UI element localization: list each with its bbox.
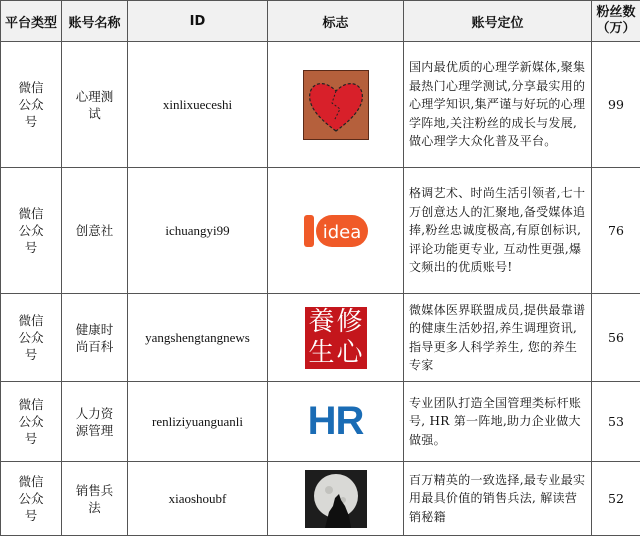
fans-cell: 52 bbox=[592, 462, 640, 536]
header-positioning: 账号定位 bbox=[404, 1, 592, 42]
header-logo: 标志 bbox=[268, 1, 404, 42]
platform-cell: 微信 公众 号 bbox=[1, 462, 62, 536]
account-name-cell: 销售兵 法 bbox=[62, 462, 128, 536]
logo-cell bbox=[268, 42, 404, 168]
account-name-cell: 心理测 试 bbox=[62, 42, 128, 168]
header-fans: 粉丝数 （万） bbox=[592, 1, 640, 42]
header-name: 账号名称 bbox=[62, 1, 128, 42]
header-platform: 平台类型 bbox=[1, 1, 62, 42]
account-name-cell: 人力资 源管理 bbox=[62, 382, 128, 462]
table-row bbox=[1, 168, 640, 294]
fans-cell: 56 bbox=[592, 294, 640, 382]
positioning-cell: 国内最优质的心理学新媒体,聚集最热门心理学测试,分享最实用的心理学知识,集严谨与好玩的心理学阵地,关注粉丝的成长与发展,做心理学大众化普及平台。 bbox=[404, 42, 592, 168]
account-id-cell: ichuangyi99 bbox=[128, 168, 268, 294]
header-id: ID bbox=[128, 1, 268, 42]
platform-cell: 微信 公众 号 bbox=[1, 168, 62, 294]
red-heart-logo-icon bbox=[303, 70, 369, 140]
table-row bbox=[1, 382, 640, 462]
positioning-cell: 专业团队打造全国管理类标杆账号, HR 第一阵地,助力企业做大做强。 bbox=[404, 382, 592, 462]
account-id-cell: xinlixueceshi bbox=[128, 42, 268, 168]
account-name-cell: 健康时 尚百科 bbox=[62, 294, 128, 382]
logo-char: 心 bbox=[336, 339, 364, 367]
positioning-cell: 微媒体医界联盟成员,提供最靠谱的健康生活妙招,养生调理资讯,指导更多人科学养生, 您的养生专家 bbox=[404, 294, 592, 382]
logo-cell bbox=[268, 382, 404, 462]
table-row bbox=[1, 462, 640, 536]
wolf-moon-logo-icon bbox=[305, 470, 367, 528]
account-id-cell: xiaoshoubf bbox=[128, 462, 268, 536]
table-row bbox=[1, 294, 640, 382]
platform-cell: 微信 公众 号 bbox=[1, 294, 62, 382]
idea-logo-icon bbox=[304, 211, 368, 251]
positioning-cell: 百万精英的一致选择,最专业最实用最具价值的销售兵法, 解读营销秘籍 bbox=[404, 462, 592, 536]
account-id-cell: renliziyuanguanli bbox=[128, 382, 268, 462]
logo-cell bbox=[268, 462, 404, 536]
platform-cell: 微信 公众 号 bbox=[1, 382, 62, 462]
platform-cell: 微信 公众 号 bbox=[1, 42, 62, 168]
logo-char: 修 bbox=[336, 308, 364, 336]
logo-char: 養 bbox=[308, 308, 336, 336]
logo-cell bbox=[268, 294, 404, 382]
positioning-cell: 格调艺术、时尚生活引领者,七十万创意达人的汇聚地,备受媒体追捧,粉丝忠诚度极高,有原创标识,评论功能更专业, 互动性更强,爆文频出的优质账号! bbox=[404, 168, 592, 294]
idea-logo-text: idea bbox=[322, 222, 361, 243]
account-id-cell: yangshengtangnews bbox=[128, 294, 268, 382]
logo-char: 生 bbox=[308, 339, 336, 367]
yangsheng-logo-icon bbox=[305, 307, 367, 369]
table-row bbox=[1, 42, 640, 168]
fans-cell: 53 bbox=[592, 382, 640, 462]
account-name-cell: 创意社 bbox=[62, 168, 128, 294]
hr-logo-icon: HR bbox=[268, 399, 403, 444]
fans-cell: 99 bbox=[592, 42, 640, 168]
header-row bbox=[1, 1, 640, 42]
logo-cell bbox=[268, 168, 404, 294]
fans-cell: 76 bbox=[592, 168, 640, 294]
